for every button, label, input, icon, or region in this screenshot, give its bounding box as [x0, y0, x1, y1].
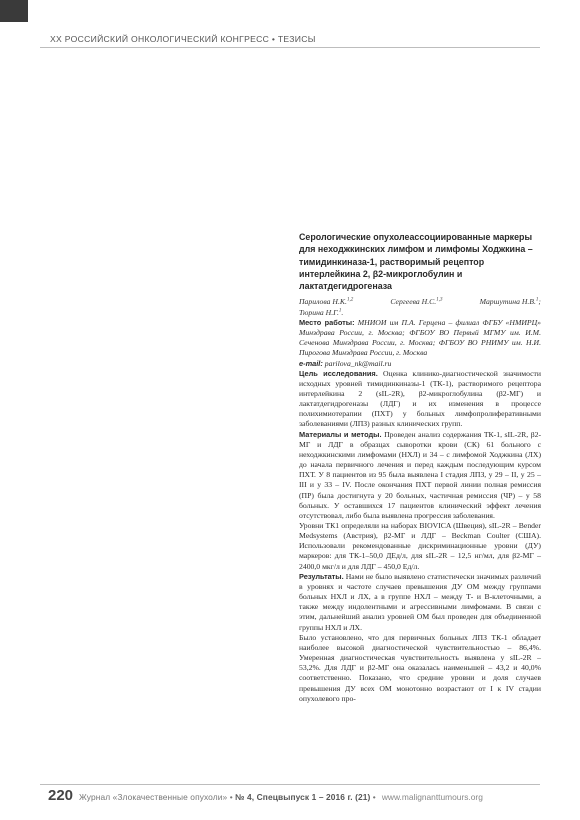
footer-divider [40, 784, 540, 785]
page-number: 220 [48, 787, 74, 804]
corner-tab [0, 0, 28, 22]
journal-citation: Журнал «Злокачественные опухоли» • № 4, Спецвыпуск 1 – 2016 г. (21) • [79, 792, 376, 802]
running-header: XX РОССИЙСКИЙ ОНКОЛОГИЧЕСКИЙ КОНГРЕСС • ТЕЗИСЫ [50, 34, 316, 44]
page-footer [48, 787, 540, 804]
author-list [299, 297, 541, 307]
results-paragraph: Результаты. Нами не было выявлено статистически значимых различий в уровнях и частоте случаев превышения ДУ ОМ между группами больных НХЛ и ЛХ, а в группе НХЛ – между Т- и В-клеточными, а также между индолентными и агрессивными лимфомами. В связи с этим, дальнейший анализ уровней ОМ был проведен для объединенной группы НХЛ и ЛХ. [299, 571, 542, 632]
methods-paragraph: Материалы и методы. Проведен анализ содержания ТК-1, sIL-2R, β2-МГ и ЛДГ в образцах сыворотки крови (СК) 61 больного с неходжкинскими лимфомами (НХЛ) и 34 – с лимфомой Ходжкина (ЛХ) до начала первичного лечения и перед каждым последующим курсом ПХТ. У 8 пациентов из 95 была выявлена I стадия ЛПЗ, у 29 – II, у 25 – III и у 33 – IV. После окончания ПХТ первой линии полная ремиссия (ПР) была достигнута у 20 больных, частичная ремиссия (ЧР) – у 58 больных. У оставшихся 17 пациентов клинический эффект лечения отсутствовал, либо была выявлена прогрессия заболевания. [299, 429, 542, 520]
author: Парилова Н.К.$^{1,2}$ [299, 297, 354, 307]
article-title: Серологические опухолеассоциированные маркеры для неходжкинских лимфом и лимфомы Ходжкина – тимидинкиназа-1, растворимый рецептор интерлейкина 2, β2-микроглобулин и лактатдегидрогеназа [299, 232, 533, 292]
author: Тюрина Н.Г.$^1$. [299, 307, 344, 317]
header-divider [40, 47, 540, 48]
journal-url[interactable]: www.malignanttumours.org [381, 792, 483, 802]
aim-paragraph: Цель исследования. Оценка клинико-диагностической значимости исходных уровней тимидинкиназы-1 (ТК-1), растворимого рецептора интерлейкина 2 (sIL-2R), β2-микроглобулина (β2-МГ) и лактатдегидрогеназы (ЛДГ) и их изменения в процессе полихимиотерапии (ПХТ) у больных лимфопролиферативными заболеваниями (ЛПЗ) разных клинических групп. [299, 368, 542, 429]
results-paragraph-2: Было установлено, что для первичных больных ЛПЗ ТК-1 обладает наиболее высокой диагностической чувствительностью – 86,4%. Умеренная диагностическая чувствительность выявлена у sIL-2R – 53,2%. Для ЛДГ и β2-МГ она оказалась наименьшей – 43,2 и 40,0% соответственно. Показано, что средние уровни и доля случаев превышения ДУ всех ОМ монотонно возрастают от I к IV стадии опухолевого про- [299, 632, 541, 703]
author: Маршутина Н.В.$^1$; [479, 297, 541, 307]
abstract-column [299, 231, 541, 704]
methods-paragraph-2: Уровни ТК1 определяли на наборах BIOVICA (Швеция), sIL-2R – Bender Medsystems (Австрия), β2-МГ и ЛДГ – Beckman Coulter (США). Использовали рекомендованные дискриминационные уровни (ДУ) маркеров: для ТК-1–50,0 ДЕд/л, для sIL-2R – 12,5 нг/мл, для β2-МГ – 2400,0 мкг/л и для ЛДГ – 450,0 Ед/л. [299, 521, 541, 571]
email-link[interactable]: parilova_nk@mail.ru [324, 358, 392, 368]
workplace: Место работы: МНИОИ им П.А. Герцена – филиал ФГБУ «НМИРЦ» Минздрава России, г. Москва; ФГБОУ ВО Первый МГМУ им. И.М. Сеченова Минздрава России, г. Москва; ФГБОУ ВО РНИМУ им. Н.И. Пирогова Минздрава России, г. Москва [299, 317, 542, 358]
email-line: e-mail: parilova_nk@mail.ru [299, 358, 392, 368]
author: Сергеева Н.С.$^{1,3}$ [390, 297, 443, 307]
